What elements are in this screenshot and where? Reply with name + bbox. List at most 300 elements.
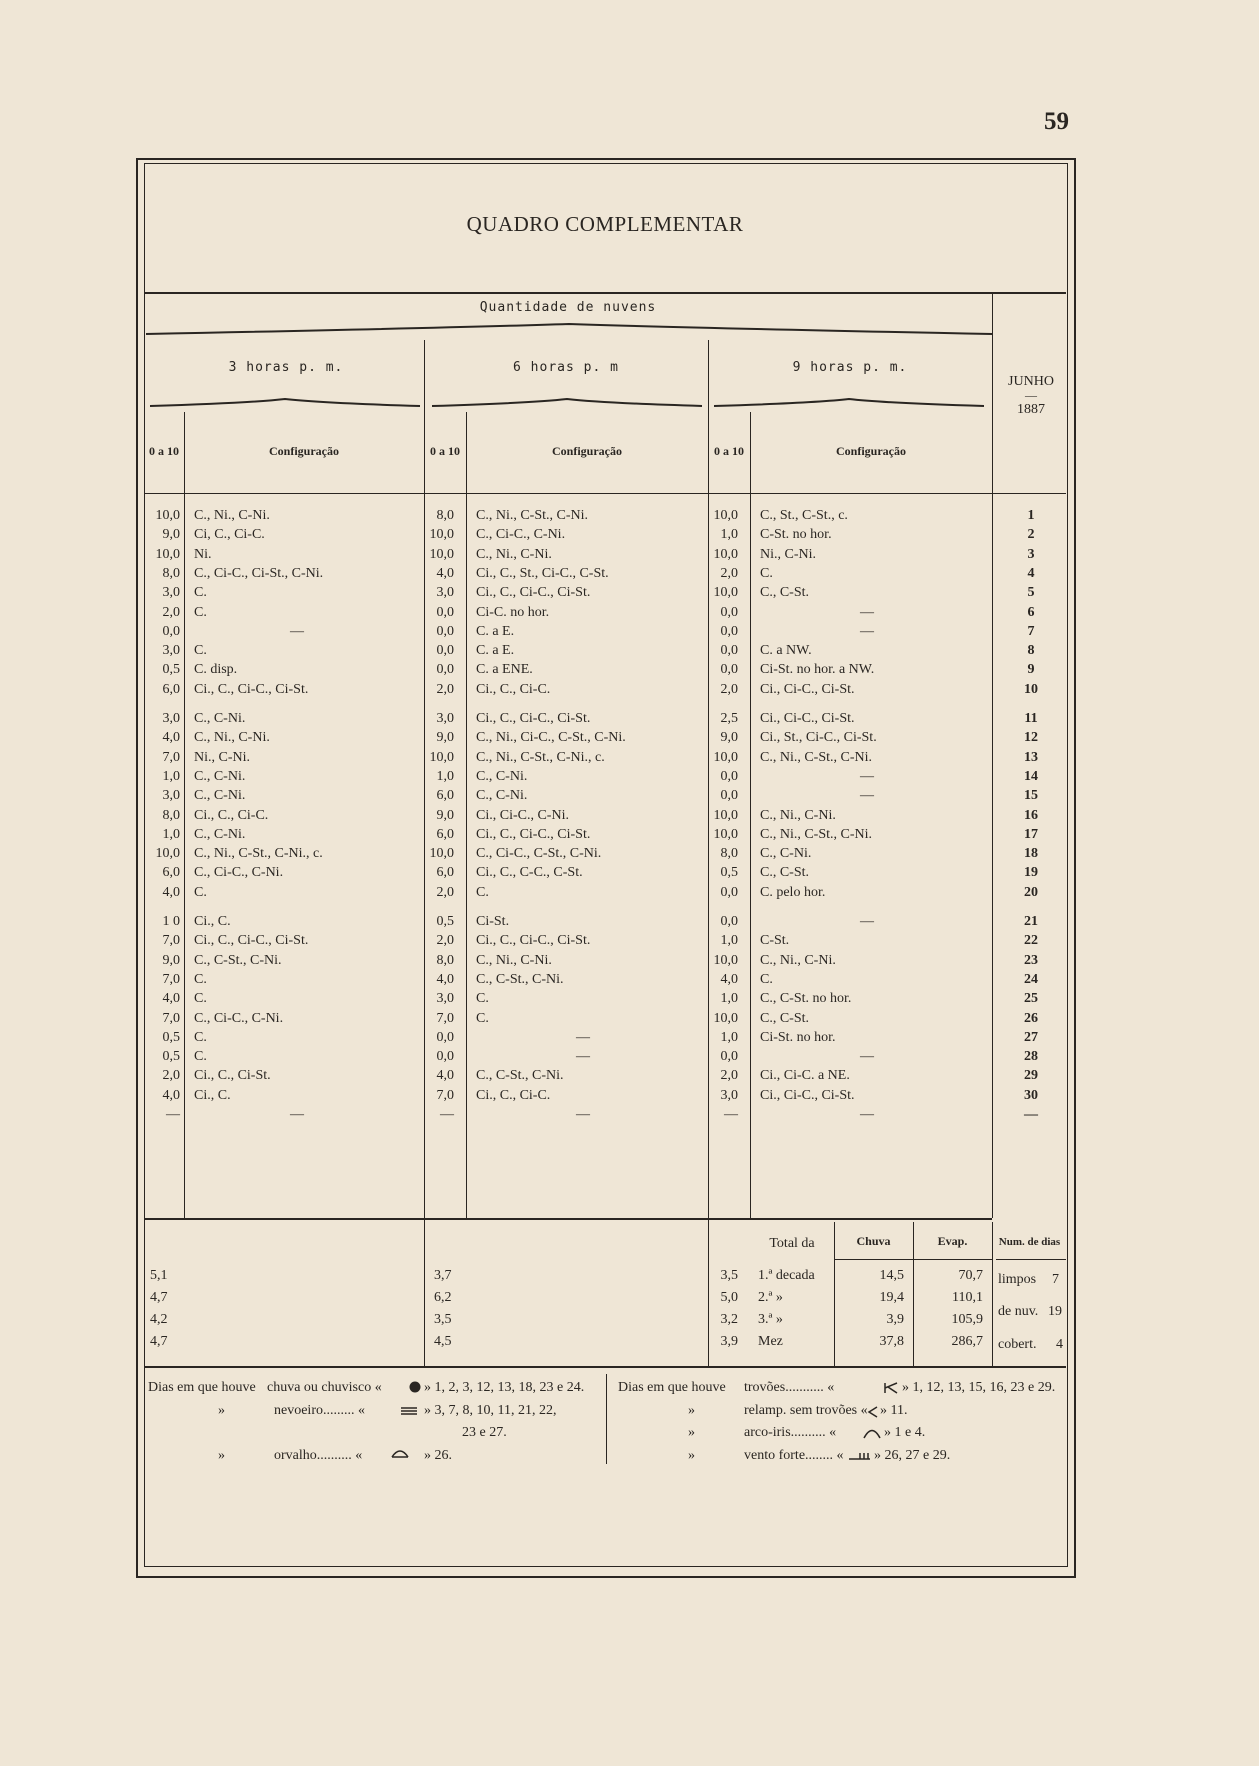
config-9pm: C-St. [760, 933, 790, 949]
amount-9pm: 4,0 [720, 971, 738, 987]
day-number: 11 [1024, 711, 1038, 726]
amount-9pm: 8,0 [720, 846, 738, 862]
amount-6pm: 8,0 [436, 952, 454, 968]
amount-3pm: 0,5 [162, 1049, 180, 1065]
config-6pm: C. [476, 884, 489, 900]
totals-period: 3.ª » [758, 1312, 783, 1327]
time-header-3pm: 3 horas p. m. [228, 360, 344, 375]
config-6pm: Ci., C., St., Ci-C., C-St. [476, 565, 609, 581]
day-number: 14 [1024, 768, 1038, 784]
amount-3pm: 2,0 [162, 604, 180, 620]
day-number: 22 [1024, 933, 1038, 949]
config-6pm: Ci., C., Ci-C., Ci-St. [476, 933, 591, 949]
time-header-6pm: 6 horas p. m [513, 360, 619, 375]
rain-symbol-icon [408, 1380, 422, 1394]
table-row [0, 1088, 1259, 1108]
amount-3pm: 9,0 [162, 527, 180, 543]
config-3pm: C. [194, 585, 207, 601]
footer-ditto: » [688, 1425, 695, 1440]
day-number: 5 [1027, 585, 1035, 601]
amount-3pm: 0,5 [162, 1029, 180, 1045]
config-3pm: C., C-Ni. [194, 711, 246, 726]
amount-6pm: 3,0 [436, 711, 454, 726]
chuva-header: Chuva [856, 1234, 891, 1248]
amount-6pm: 0,5 [436, 914, 454, 929]
table-row [0, 566, 1259, 586]
amount-3pm: — [166, 1107, 180, 1122]
day-number: 24 [1024, 971, 1038, 987]
col-header-amount-6pm: 0 a 10 [430, 444, 460, 458]
amount-3pm: 10,0 [155, 846, 180, 862]
day-number: 9 [1027, 662, 1035, 678]
config-3pm: Ci., C., Ci-C., Ci-St. [194, 681, 309, 697]
average-3pm: 5,1 [150, 1268, 168, 1283]
table-row [0, 808, 1259, 828]
config-9pm: — [860, 788, 874, 804]
amount-9pm: 2,0 [720, 565, 738, 581]
footer-days: » 11. [880, 1402, 908, 1418]
amount-3pm: 6,0 [162, 865, 180, 881]
amount-3pm: 2,0 [162, 1068, 180, 1084]
config-6pm: C. a ENE. [476, 662, 533, 678]
config-9pm: C., St., C-St., c. [760, 508, 848, 523]
chuva-value: 3,9 [886, 1312, 904, 1327]
fog-symbol-icon [400, 1405, 418, 1417]
col-header-config-9pm: Configuração [836, 444, 906, 458]
average-6pm: 6,2 [434, 1290, 452, 1305]
table-row [0, 1049, 1259, 1069]
footer-line [0, 1448, 1259, 1468]
amount-9pm: 0,0 [720, 788, 738, 804]
config-9pm: Ci., Ci-C., Ci-St. [760, 681, 855, 697]
config-6pm: C., Ni., C-Ni. [476, 952, 552, 968]
group-header: Quantidade de nuvens [479, 300, 657, 315]
config-6pm: C., Ni., C-Ni. [476, 546, 552, 562]
amount-3pm: 3,0 [162, 711, 180, 726]
average-3pm: 4,7 [150, 1334, 168, 1349]
amount-6pm: 3,0 [436, 991, 454, 1007]
config-3pm: C. [194, 884, 207, 900]
table-row [0, 682, 1259, 702]
day-number: 19 [1024, 865, 1038, 881]
evap-header: Evap. [937, 1234, 968, 1248]
nuv-value: 19 [1048, 1304, 1062, 1319]
day-number: 6 [1027, 604, 1035, 620]
footer-label: arco-iris.......... « [744, 1425, 837, 1440]
amount-9pm: 2,5 [720, 711, 738, 726]
col-header-amount-9pm: 0 a 10 [714, 444, 744, 458]
config-3pm: Ni. [194, 546, 212, 562]
config-3pm: C. disp. [194, 662, 238, 678]
config-3pm: Ci., C. [194, 1087, 231, 1103]
table-row [0, 1068, 1259, 1088]
amount-9pm: 0,0 [720, 768, 738, 784]
config-9pm: Ci., Ci-C. a NE. [760, 1068, 850, 1084]
config-9pm: C. [760, 971, 773, 987]
config-6pm: — [576, 1049, 590, 1065]
day-number: 1 [1027, 508, 1035, 523]
day-number: 15 [1024, 788, 1038, 804]
table-row [0, 769, 1259, 789]
amount-9pm: 2,0 [720, 1068, 738, 1084]
amount-6pm: 3,0 [436, 585, 454, 601]
footer-label: chuva ou chuvisco « [267, 1380, 382, 1395]
table-row [0, 933, 1259, 953]
day-number: 23 [1024, 952, 1038, 968]
config-9pm: C., C-St. [760, 1010, 810, 1026]
config-9pm: C., C-St. [760, 585, 810, 601]
footer-label: nevoeiro......... « [274, 1402, 365, 1418]
config-3pm: C. [194, 1049, 207, 1065]
day-number: 13 [1024, 749, 1038, 765]
amount-9pm: 0,0 [720, 1049, 738, 1065]
amount-3pm: 0,0 [162, 623, 180, 639]
config-6pm: Ci., C., Ci-C. [476, 681, 551, 697]
footer-ditto: » [688, 1402, 695, 1418]
amount-9pm: 10,0 [713, 546, 738, 562]
amount-3pm: 8,0 [162, 565, 180, 581]
config-9pm: — [860, 1049, 874, 1065]
table-row [0, 585, 1259, 605]
config-9pm: Ci., St., Ci-C., Ci-St. [760, 730, 877, 746]
wind-symbol-icon [848, 1450, 872, 1462]
config-3pm: C. [194, 991, 207, 1007]
table-row [0, 1011, 1259, 1031]
config-3pm: C. [194, 604, 207, 620]
average-6pm: 4,5 [434, 1334, 452, 1349]
amount-6pm: 0,0 [436, 662, 454, 678]
average-9pm: 3,9 [720, 1334, 738, 1349]
group-brace [146, 322, 992, 336]
config-6pm: Ci., C., Ci-C., Ci-St. [476, 585, 591, 601]
footer-ditto: » [218, 1402, 225, 1418]
amount-6pm: 7,0 [436, 1010, 454, 1026]
amount-6pm: 6,0 [436, 865, 454, 881]
amount-3pm: 4,0 [162, 1087, 180, 1103]
table-row [0, 508, 1259, 528]
amount-6pm: 9,0 [436, 807, 454, 823]
amount-3pm: 7,0 [162, 749, 180, 765]
amount-6pm: 2,0 [436, 884, 454, 900]
amount-3pm: 7,0 [162, 1010, 180, 1026]
config-3pm: C., Ci-C., C-Ni. [194, 1010, 284, 1026]
totals-row [0, 1334, 1259, 1354]
config-6pm: C., Ni., C-St., C-Ni. [476, 508, 589, 523]
config-6pm: C. [476, 1010, 489, 1026]
day-number: 16 [1024, 807, 1038, 823]
amount-9pm: 0,0 [720, 914, 738, 929]
average-6pm: 3,7 [434, 1268, 452, 1283]
config-9pm: C. a NW. [760, 643, 812, 659]
config-6pm: Ci., C., C-C., C-St. [476, 865, 583, 881]
totals-row [0, 1290, 1259, 1310]
amount-9pm: 0,0 [720, 623, 738, 639]
amount-9pm: 9,0 [720, 730, 738, 746]
config-9pm: Ci., Ci-C., Ci-St. [760, 711, 855, 726]
amount-9pm: 1,0 [720, 933, 738, 949]
column-header-rule [144, 493, 1066, 494]
amount-9pm: 10,0 [713, 952, 738, 968]
totals-label: Total da [769, 1236, 815, 1251]
config-3pm: C., Ci-C., C-Ni. [194, 865, 284, 881]
config-9pm: — [860, 604, 874, 620]
config-6pm: Ci., C., Ci-C., Ci-St. [476, 711, 591, 726]
footer-label: orvalho.......... « [274, 1447, 363, 1463]
col-header-config-3pm: Configuração [269, 444, 339, 458]
config-9pm: Ci., Ci-C., Ci-St. [760, 1087, 855, 1103]
amount-6pm: 6,0 [436, 788, 454, 804]
amount-3pm: 0,5 [162, 662, 180, 678]
footer-line [0, 1403, 1259, 1423]
day-number: 21 [1024, 914, 1038, 929]
config-6pm: C., Ni., Ci-C., C-St., C-Ni. [476, 730, 626, 746]
day-number: 18 [1024, 846, 1038, 862]
config-6pm: C. [476, 991, 489, 1007]
config-3pm: C. [194, 971, 207, 987]
config-3pm: C., Ci-C., Ci-St., C-Ni. [194, 565, 324, 581]
config-9pm: — [860, 1107, 874, 1122]
day-number: 28 [1024, 1049, 1038, 1065]
config-3pm: C. [194, 1029, 207, 1045]
day-number: 8 [1027, 643, 1035, 659]
config-9pm: C., Ni., C-Ni. [760, 952, 836, 968]
config-6pm: Ci., C., Ci-C. [476, 1087, 551, 1103]
amount-3pm: 4,0 [162, 730, 180, 746]
config-9pm: Ci-St. no hor. a NW. [760, 662, 875, 678]
config-9pm: Ni., C-Ni. [760, 546, 816, 562]
amount-9pm: 0,0 [720, 884, 738, 900]
amount-6pm: 0,0 [436, 643, 454, 659]
amount-9pm: — [724, 1107, 738, 1122]
table-row [0, 547, 1259, 567]
config-9pm: C., Ni., C-St., C-Ni. [760, 826, 873, 842]
day-number: 30 [1024, 1087, 1038, 1103]
evap-value: 70,7 [958, 1268, 983, 1283]
amount-3pm: 10,0 [155, 508, 180, 523]
amount-3pm: 8,0 [162, 807, 180, 823]
amount-3pm: 10,0 [155, 546, 180, 562]
amount-3pm: 7,0 [162, 971, 180, 987]
amount-6pm: 0,0 [436, 604, 454, 620]
amount-9pm: 10,0 [713, 749, 738, 765]
amount-6pm: 10,0 [429, 527, 454, 543]
footer-label: relamp. sem trovões « [744, 1402, 868, 1418]
day-number: 12 [1024, 730, 1038, 746]
amount-9pm: 3,0 [720, 1087, 738, 1103]
footer-label: vento forte........ « [744, 1447, 844, 1463]
config-3pm: C., C-Ni. [194, 788, 246, 804]
config-3pm: Ci., C., Ci-C. [194, 807, 269, 823]
day-number: 26 [1024, 1010, 1038, 1026]
month-label: JUNHO [1008, 374, 1054, 389]
config-6pm: Ci-St. [476, 914, 510, 929]
footer-ditto: » [688, 1447, 695, 1463]
amount-9pm: 0,0 [720, 643, 738, 659]
amount-3pm: 6,0 [162, 681, 180, 697]
config-3pm: Ni., C-Ni. [194, 749, 250, 765]
footer-days: 23 e 27. [462, 1425, 507, 1440]
day-number: 3 [1027, 546, 1035, 562]
config-6pm: C., C-St., C-Ni. [476, 971, 564, 987]
average-9pm: 3,2 [720, 1312, 738, 1327]
config-9pm: Ci-St. no hor. [760, 1029, 836, 1045]
amount-6pm: 9,0 [436, 730, 454, 746]
config-3pm: Ci., C., Ci-St. [194, 1068, 271, 1084]
totals-period: 2.ª » [758, 1290, 783, 1305]
cobert-value: 4 [1056, 1337, 1063, 1352]
day-number: — [1024, 1107, 1038, 1122]
config-6pm: Ci., Ci-C., C-Ni. [476, 807, 569, 823]
evap-value: 105,9 [951, 1312, 983, 1327]
table-row [0, 624, 1259, 644]
amount-6pm: — [440, 1107, 454, 1122]
config-9pm: — [860, 623, 874, 639]
config-3pm: C., C-St., C-Ni. [194, 952, 282, 968]
config-3pm: C., C-Ni. [194, 768, 246, 784]
config-9pm: C. [760, 565, 773, 581]
amount-3pm: 1 0 [162, 914, 180, 929]
config-9pm: — [860, 768, 874, 784]
table-bottom-rule [144, 1366, 1066, 1368]
thunder-symbol-icon [883, 1381, 901, 1395]
table-row [0, 643, 1259, 663]
amount-6pm: 0,0 [436, 1049, 454, 1065]
config-6pm: C., Ci-C., C-St., C-Ni. [476, 846, 602, 862]
average-3pm: 4,2 [150, 1312, 168, 1327]
config-3pm: — [290, 1107, 304, 1122]
config-9pm: C-St. no hor. [760, 527, 832, 543]
config-3pm: C., Ni., C-Ni. [194, 508, 270, 523]
average-3pm: 4,7 [150, 1290, 168, 1305]
config-9pm: C., C-St. [760, 865, 810, 881]
config-9pm: C., Ni., C-St., C-Ni. [760, 749, 873, 765]
config-6pm: C. a E. [476, 643, 515, 659]
config-9pm: C., C-Ni. [760, 846, 812, 862]
chuva-value: 19,4 [879, 1290, 904, 1305]
table-row [0, 1030, 1259, 1050]
table-row [0, 865, 1259, 885]
config-3pm: Ci., C. [194, 914, 231, 929]
footer-days: » 26. [424, 1447, 452, 1463]
amount-9pm: 10,0 [713, 826, 738, 842]
footer-line [0, 1425, 1259, 1445]
dew-symbol-icon [390, 1447, 410, 1459]
amount-3pm: 1,0 [162, 826, 180, 842]
config-9pm: C., Ni., C-Ni. [760, 807, 836, 823]
amount-6pm: 7,0 [436, 1087, 454, 1103]
page-number: 59 [1044, 108, 1069, 135]
config-3pm: C., Ni., C-St., C-Ni., c. [194, 846, 323, 862]
day-number: 10 [1024, 681, 1038, 697]
config-9pm: C., C-St. no hor. [760, 991, 852, 1007]
day-number: 27 [1024, 1029, 1038, 1045]
config-9pm: C. pelo hor. [760, 884, 826, 900]
config-6pm: — [576, 1029, 590, 1045]
table-row [0, 953, 1259, 973]
config-6pm: C., Ni., C-St., C-Ni., c. [476, 749, 605, 765]
header-rule [144, 292, 1066, 294]
amount-6pm: 1,0 [436, 768, 454, 784]
amount-3pm: 3,0 [162, 585, 180, 601]
brace-3pm [150, 398, 420, 408]
evap-value: 110,1 [952, 1290, 983, 1305]
amount-6pm: 4,0 [436, 1068, 454, 1084]
amount-6pm: 4,0 [436, 565, 454, 581]
footer-days: » 1 e 4. [884, 1425, 926, 1440]
rainbow-symbol-icon [862, 1427, 882, 1439]
amount-9pm: 0,0 [720, 662, 738, 678]
table-row [0, 730, 1259, 750]
amount-9pm: 0,5 [720, 865, 738, 881]
totals-row [0, 1312, 1259, 1332]
amount-3pm: 9,0 [162, 952, 180, 968]
footer-label: trovões........... « [744, 1380, 835, 1395]
config-6pm: C., C-Ni. [476, 768, 528, 784]
limpos-label: limpos [998, 1272, 1037, 1287]
day-number: 17 [1024, 826, 1038, 842]
amount-6pm: 2,0 [436, 933, 454, 949]
col-header-amount-3pm: 0 a 10 [149, 444, 179, 458]
footer-lead: Dias em que houve [148, 1380, 256, 1395]
footer-days: » 3, 7, 8, 10, 11, 21, 22, [424, 1402, 557, 1418]
amount-6pm: 0,0 [436, 623, 454, 639]
amount-6pm: 10,0 [429, 749, 454, 765]
footer-days: » 1, 2, 3, 12, 13, 18, 23 e 24. [424, 1380, 585, 1395]
table-row [0, 662, 1259, 682]
amount-9pm: 10,0 [713, 585, 738, 601]
amount-6pm: 8,0 [436, 508, 454, 523]
day-number: 7 [1027, 623, 1035, 639]
chuva-value: 14,5 [879, 1268, 904, 1283]
amount-6pm: 0,0 [436, 1029, 454, 1045]
amount-9pm: 10,0 [713, 807, 738, 823]
config-3pm: C., Ni., C-Ni. [194, 730, 270, 746]
amount-6pm: 2,0 [436, 681, 454, 697]
table-row [0, 788, 1259, 808]
brace-9pm [714, 398, 984, 408]
config-3pm: C. [194, 643, 207, 659]
amount-3pm: 3,0 [162, 643, 180, 659]
amount-9pm: 1,0 [720, 527, 738, 543]
data-bottom-rule [144, 1218, 992, 1220]
day-number: 25 [1024, 991, 1038, 1007]
amount-9pm: 2,0 [720, 681, 738, 697]
amount-9pm: 10,0 [713, 1010, 738, 1026]
config-3pm: — [290, 623, 304, 639]
amount-6pm: 4,0 [436, 971, 454, 987]
config-6pm: C., C-Ni. [476, 788, 528, 804]
amount-9pm: 1,0 [720, 991, 738, 1007]
average-6pm: 3,5 [434, 1312, 452, 1327]
totals-row [0, 1268, 1259, 1288]
table-row [0, 711, 1259, 731]
totals-period: 1.ª decada [758, 1268, 815, 1283]
table-row [0, 991, 1259, 1011]
time-header-9pm: 9 horas p. m. [792, 360, 908, 375]
chuva-value: 37,8 [879, 1334, 904, 1349]
day-number: 20 [1024, 884, 1038, 900]
evap-value: 286,7 [951, 1334, 983, 1349]
config-3pm: Ci, C., Ci-C. [194, 527, 265, 543]
amount-3pm: 4,0 [162, 991, 180, 1007]
amount-9pm: 10,0 [713, 508, 738, 523]
days-header: Num. de dias [998, 1236, 1061, 1248]
config-9pm: — [860, 914, 874, 929]
table-row [0, 605, 1259, 625]
amount-6pm: 6,0 [436, 826, 454, 842]
col-header-config-6pm: Configuração [552, 444, 622, 458]
table-row [0, 827, 1259, 847]
